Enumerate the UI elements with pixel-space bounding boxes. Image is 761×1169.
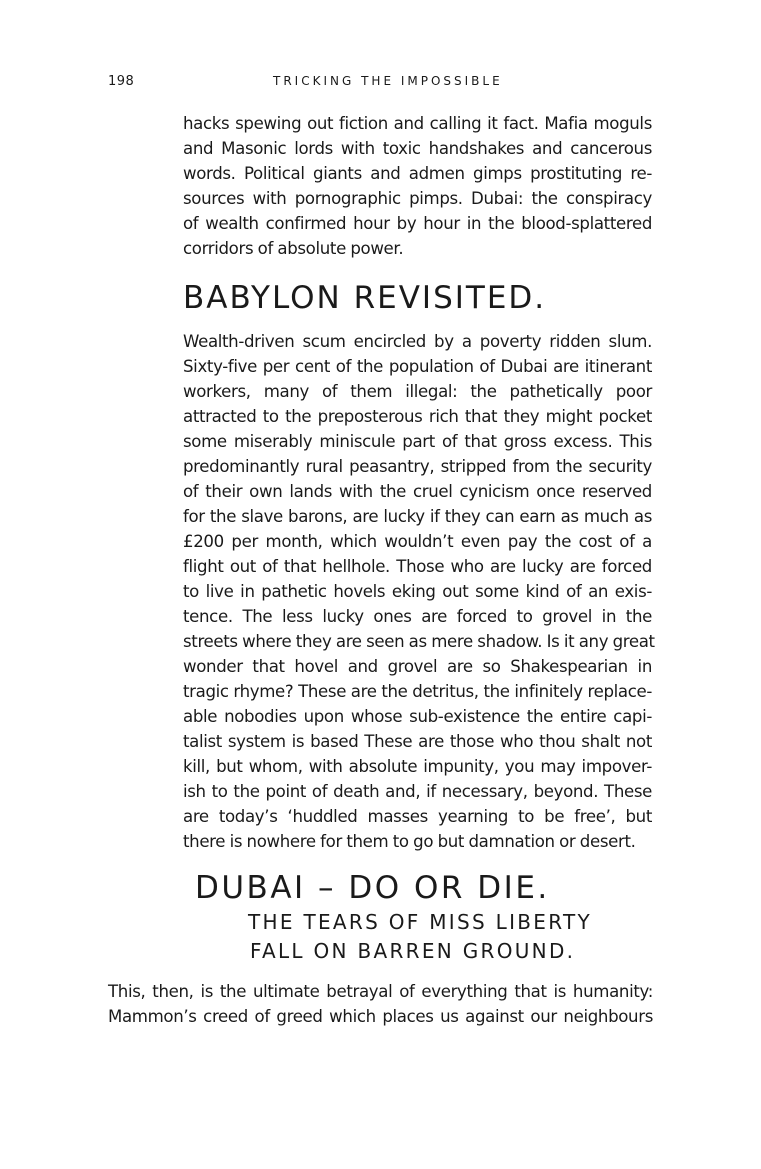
text-line: to live in pathetic hovels eking out some kind of an exis- (183, 582, 652, 601)
text-line: for the slave barons, are lucky if they can earn as much as (183, 507, 652, 526)
text-line: Mammon’s creed of greed which places us against our neighbours (108, 1007, 653, 1026)
text-line: talist system is based These are those who thou shalt not (183, 732, 652, 751)
section-heading-babylon: BABYLON REVISITED. (183, 280, 547, 316)
text-line: This, then, is the ultimate betrayal of everything that is humanity: (108, 982, 653, 1001)
subheading-line-1: THE TEARS OF MISS LIBERTY (248, 910, 593, 934)
text-line: there is nowhere for them to go but damnation or desert. (183, 832, 636, 851)
text-line: sources with pornographic pimps. Dubai: the conspiracy (183, 189, 652, 208)
page-number: 198 (108, 74, 135, 89)
text-line: £200 per month, which wouldn’t even pay the cost of a (183, 532, 652, 551)
text-line: predominantly rural peasantry, stripped from the security (183, 457, 652, 476)
text-line: are today’s ‘huddled masses yearning to be free’, but (183, 807, 652, 826)
text-line: of their own lands with the cruel cynicism once reserved (183, 482, 652, 501)
text-line: Sixty-five per cent of the population of Dubai are itinerant (183, 357, 652, 376)
text-line: kill, but whom, with absolute impunity, you may impover- (183, 757, 652, 776)
text-line: of wealth confirmed hour by hour in the blood-splattered (183, 214, 652, 233)
running-head: TRICKING THE IMPOSSIBLE (273, 74, 503, 88)
text-line: attracted to the preposterous rich that they might pocket (183, 407, 652, 426)
text-line: tence. The less lucky ones are forced to grovel in the (183, 607, 652, 626)
text-line: some miserably miniscule part of that gross excess. This (183, 432, 652, 451)
text-line: ish to the point of death and, if necessary, beyond. These (183, 782, 652, 801)
text-line: tragic rhyme? These are the detritus, the infinitely replace- (183, 682, 652, 701)
text-line: flight out of that hellhole. Those who are lucky are forced (183, 557, 652, 576)
text-line: hacks spewing out fiction and calling it fact. Mafia moguls (183, 114, 652, 133)
subheading-line-2: FALL ON BARREN GROUND. (250, 939, 576, 963)
text-line: workers, many of them illegal: the pathetically poor (183, 382, 652, 401)
text-line: Wealth-driven scum encircled by a poverty ridden slum. (183, 332, 652, 351)
text-line: corridors of absolute power. (183, 239, 404, 258)
text-line: streets where they are seen as mere shadow. Is it any great (183, 632, 655, 651)
section-heading-dubai: DUBAI – DO OR DIE. (195, 870, 550, 906)
text-line: able nobodies upon whose sub-existence the entire capi- (183, 707, 652, 726)
text-line: wonder that hovel and grovel are so Shakespearian in (183, 657, 652, 676)
text-line: and Masonic lords with toxic handshakes and cancerous (183, 139, 652, 158)
text-line: words. Political giants and admen gimps prostituting re- (183, 164, 652, 183)
